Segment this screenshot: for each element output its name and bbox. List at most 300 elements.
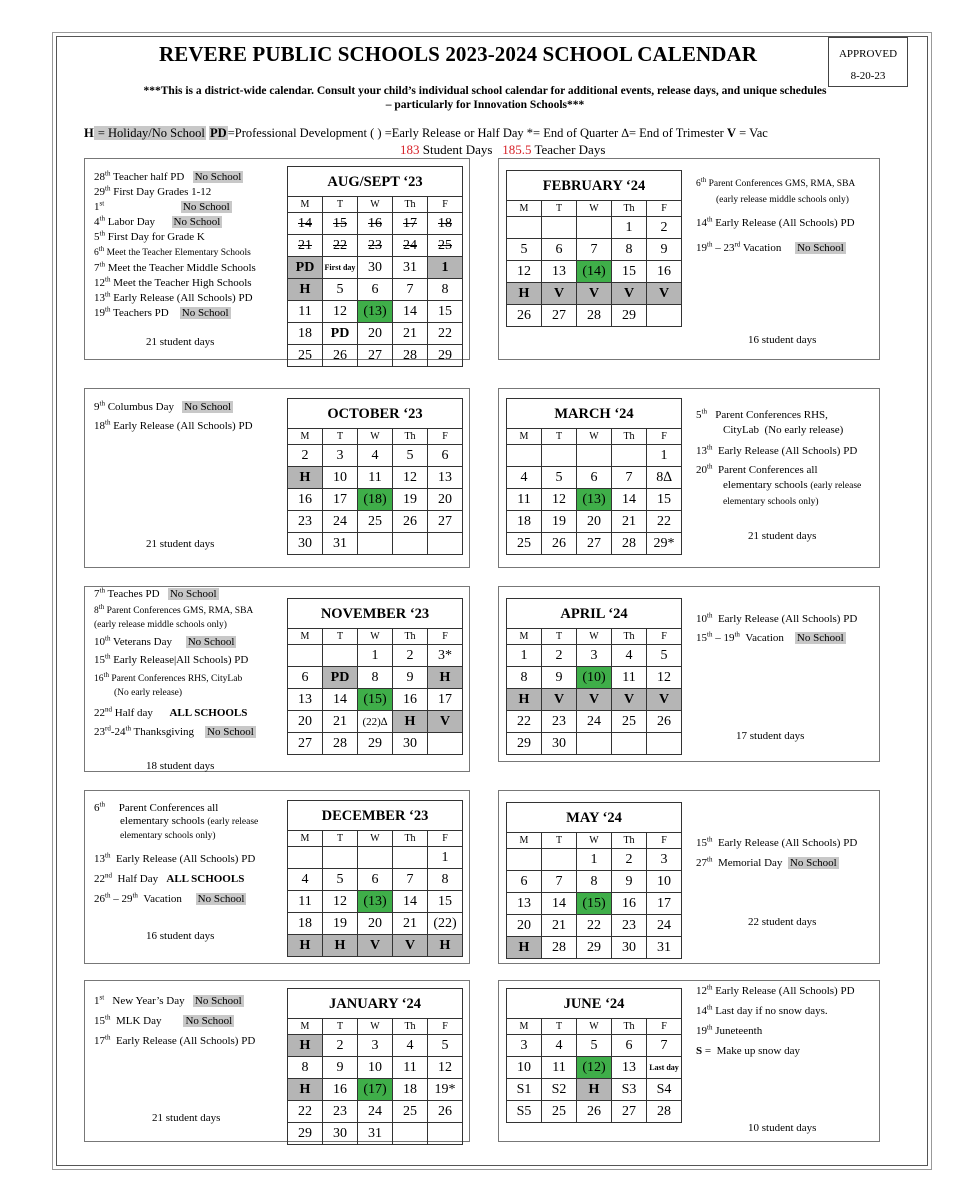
vacation-cell: V	[612, 689, 647, 711]
day-cell: 17	[428, 689, 463, 711]
day-cell: 22	[428, 323, 463, 345]
day-cell	[358, 847, 393, 869]
day-cell: 29	[577, 937, 612, 959]
day-cell: 5	[393, 445, 428, 467]
day-cell: 21	[393, 323, 428, 345]
early-release-cell: (15)	[358, 689, 393, 711]
day-cell: 6	[507, 871, 542, 893]
legend-v-key: V	[726, 126, 736, 140]
vacation-cell: V	[393, 935, 428, 957]
weekday: Th	[393, 429, 428, 445]
student-days-label: Student Days	[419, 142, 493, 157]
weekday: M	[507, 629, 542, 645]
day-cell: 15	[323, 213, 358, 235]
legend	[84, 126, 884, 141]
legend-h-key: H	[84, 126, 94, 140]
day-cell: 14	[288, 213, 323, 235]
day-cell: 3	[358, 1035, 393, 1057]
vacation-cell: V	[577, 689, 612, 711]
day-cell: 1	[647, 445, 682, 467]
month-title: MAY ‘24	[507, 803, 682, 833]
day-cell: 5	[542, 467, 577, 489]
day-cell: 18	[288, 913, 323, 935]
day-cell: 22	[507, 711, 542, 733]
day-cell: 30	[288, 533, 323, 555]
pd-day-cell: PD	[288, 257, 323, 279]
day-cell: 30	[542, 733, 577, 755]
weekday: M	[288, 1019, 323, 1035]
day-cell: 11	[393, 1057, 428, 1079]
day-cell: 7	[577, 239, 612, 261]
day-cell: 25	[612, 711, 647, 733]
day-cell: 6	[288, 667, 323, 689]
jun-events: 12th Early Release (All Schools) PD 14th Last day if no snow days. 19th Juneteenth S = Make up snow day	[696, 983, 855, 1057]
holiday-cell: H	[577, 1079, 612, 1101]
day-cell: 15	[647, 489, 682, 511]
feb-events: 6th Parent Conferences GMS, RMA, SBA (early release middle schools only) 14th Early Release (All Schools) PD 19th – 23rd Vacation No School	[696, 175, 856, 254]
legend-v-text: = Vac	[736, 126, 768, 140]
day-cell: 18	[393, 1079, 428, 1101]
day-cell: 29	[612, 305, 647, 327]
legend-h-text: = Holiday/No School	[94, 126, 205, 140]
holiday-cell: H	[507, 937, 542, 959]
day-cell: 30	[358, 257, 393, 279]
day-cell: 15	[612, 261, 647, 283]
day-cell: 16	[323, 1079, 358, 1101]
day-cell: 28	[542, 937, 577, 959]
day-cell: 21	[612, 511, 647, 533]
day-cell: 16	[647, 261, 682, 283]
day-cell: 23	[358, 235, 393, 257]
day-cell: 7	[647, 1035, 682, 1057]
day-cell: 18	[507, 511, 542, 533]
day-cell: 11	[612, 667, 647, 689]
feb-student-days: 16 student days	[748, 334, 817, 346]
day-cell: 4	[542, 1035, 577, 1057]
day-cell: 31	[323, 533, 358, 555]
weekday: Th	[612, 629, 647, 645]
weekday: F	[428, 1019, 463, 1035]
day-cell	[612, 445, 647, 467]
early-release-cell: (12)	[577, 1057, 612, 1079]
day-cell: 8	[428, 869, 463, 891]
day-cell: 28	[612, 533, 647, 555]
holiday-cell: H	[393, 711, 428, 733]
day-cell	[577, 217, 612, 239]
day-cell: 26	[577, 1101, 612, 1123]
day-cell: 19	[542, 511, 577, 533]
day-cell: 11	[542, 1057, 577, 1079]
jan-events: 1st New Year’s Day No School 15th MLK Day No School 17th Early Release (All Schools) PD	[94, 993, 256, 1047]
day-cell: 14	[393, 891, 428, 913]
day-cell	[393, 1123, 428, 1145]
weekday: W	[577, 429, 612, 445]
day-cell: 26	[393, 511, 428, 533]
holiday-cell: 1	[428, 257, 463, 279]
pd-day-cell: PD	[323, 667, 358, 689]
day-cell: 24	[358, 1101, 393, 1123]
weekday: F	[647, 1019, 682, 1035]
subtitle-note: ***This is a district-wide calendar. Consult your child’s individual school calendar for additional events, release days, and unique schedules – particularly for Innovation Schools***	[143, 85, 827, 111]
snow-day-cell: S5	[507, 1101, 542, 1123]
day-cell: 29	[507, 733, 542, 755]
day-cell: 14	[542, 893, 577, 915]
early-release-cell: (17)	[358, 1079, 393, 1101]
holiday-cell: H	[428, 667, 463, 689]
weekday: Th	[393, 831, 428, 847]
calendar-may	[506, 802, 682, 959]
day-cell: 27	[612, 1101, 647, 1123]
day-cell: 10	[647, 871, 682, 893]
day-cell	[542, 217, 577, 239]
legend-pd-key: PD	[210, 126, 227, 140]
day-cell: 25	[507, 533, 542, 555]
weekday: T	[542, 629, 577, 645]
day-cell: 8	[428, 279, 463, 301]
weekday: F	[647, 429, 682, 445]
day-cell: 12	[323, 891, 358, 913]
weekday: T	[323, 197, 358, 213]
day-cell: 12	[507, 261, 542, 283]
teacher-days-count: 185.5	[502, 142, 532, 157]
day-cell: 4	[288, 869, 323, 891]
day-cell: 9	[393, 667, 428, 689]
day-cell: 10	[507, 1057, 542, 1079]
day-cell: 8	[358, 667, 393, 689]
weekday: M	[507, 1019, 542, 1035]
day-cell: 19*	[428, 1079, 463, 1101]
weekday: Th	[612, 833, 647, 849]
holiday-cell: H	[288, 279, 323, 301]
day-cell: 31	[358, 1123, 393, 1145]
day-cell: 13	[288, 689, 323, 711]
day-cell: 20	[428, 489, 463, 511]
day-cell: 22	[323, 235, 358, 257]
day-cell	[507, 217, 542, 239]
may-student-days: 22 student days	[748, 916, 817, 928]
day-cell: 4	[393, 1035, 428, 1057]
day-cell: 13	[612, 1057, 647, 1079]
early-release-cell: (10)	[577, 667, 612, 689]
calendar-june	[506, 988, 682, 1123]
weekday: T	[542, 429, 577, 445]
day-cell: 22	[288, 1101, 323, 1123]
month-title: APRIL ‘24	[507, 599, 682, 629]
day-cell	[542, 849, 577, 871]
holiday-cell: H	[288, 467, 323, 489]
day-cell: 28	[323, 733, 358, 755]
day-cell	[358, 533, 393, 555]
day-cell	[393, 847, 428, 869]
day-cell	[507, 445, 542, 467]
holiday-cell: H	[288, 935, 323, 957]
vacation-cell: V	[647, 689, 682, 711]
weekday: Th	[612, 429, 647, 445]
month-title: FEBRUARY ‘24	[507, 171, 682, 201]
page-title: REVERE PUBLIC SCHOOLS 2023-2024 SCHOOL CALENDAR	[158, 42, 758, 66]
day-cell: 3*	[428, 645, 463, 667]
day-cell	[647, 305, 682, 327]
weekday: M	[288, 429, 323, 445]
day-cell: 22	[577, 915, 612, 937]
day-cell	[612, 733, 647, 755]
weekday: W	[577, 833, 612, 849]
day-cell: 3	[647, 849, 682, 871]
day-cell: 14	[612, 489, 647, 511]
weekday: W	[577, 201, 612, 217]
day-cell: 23	[323, 1101, 358, 1123]
day-cell: 22	[647, 511, 682, 533]
day-cell: 20	[507, 915, 542, 937]
day-cell: 12	[323, 301, 358, 323]
day-cell: 31	[393, 257, 428, 279]
early-release-cell: (13)	[358, 301, 393, 323]
calendar-april	[506, 598, 682, 755]
oct-student-days: 21 student days	[146, 538, 215, 550]
day-cell: 2	[288, 445, 323, 467]
day-cell: 14	[393, 301, 428, 323]
day-cell: 27	[358, 345, 393, 367]
day-cell: 5	[428, 1035, 463, 1057]
day-cell: 17	[647, 893, 682, 915]
day-cell: 16	[612, 893, 647, 915]
day-cell: 1	[612, 217, 647, 239]
weekday: Th	[612, 1019, 647, 1035]
weekday: W	[358, 629, 393, 645]
day-cell: 10	[323, 467, 358, 489]
weekday: T	[323, 1019, 358, 1035]
day-cell: 3	[577, 645, 612, 667]
day-cell: 6	[428, 445, 463, 467]
day-cell: 26	[542, 533, 577, 555]
day-cell: 19	[393, 489, 428, 511]
day-cell: 16	[393, 689, 428, 711]
early-release-cell: (15)	[577, 893, 612, 915]
jan-student-days: 21 student days	[152, 1112, 221, 1124]
day-cell: 4	[507, 467, 542, 489]
day-cell: 27	[577, 533, 612, 555]
day-cell	[428, 533, 463, 555]
weekday: Th	[393, 629, 428, 645]
day-cell: 25	[542, 1101, 577, 1123]
day-cell	[323, 645, 358, 667]
day-cell: 11	[288, 891, 323, 913]
early-release-cell: (13)	[358, 891, 393, 913]
day-cell: 2	[323, 1035, 358, 1057]
day-cell: 2	[647, 217, 682, 239]
dec-student-days: 16 student days	[146, 930, 215, 942]
total-days	[400, 142, 605, 158]
day-cell: 9	[542, 667, 577, 689]
day-cell: 18	[288, 323, 323, 345]
month-title: JUNE ‘24	[507, 989, 682, 1019]
day-cell: 18	[428, 213, 463, 235]
day-cell: 7	[393, 869, 428, 891]
day-cell: 11	[358, 467, 393, 489]
weekday: M	[288, 197, 323, 213]
day-cell: 27	[288, 733, 323, 755]
day-cell: 25	[428, 235, 463, 257]
day-cell: 21	[323, 711, 358, 733]
weekday: W	[358, 831, 393, 847]
weekday: W	[358, 429, 393, 445]
day-cell: 27	[542, 305, 577, 327]
weekday: F	[428, 831, 463, 847]
day-cell: 16	[358, 213, 393, 235]
nov-events: 7th Teaches PD No School 8th Parent Conferences GMS, RMA, SBA (early release middle schools only) 10th Veterans Day No School 15th Early Release|All Schools) PD 16th Parent Conferences RHS, CityLab (No early release) 22nd Half day ALL SCHOOLS 23rd-24th Thanksgiving No School	[94, 586, 254, 738]
day-cell: 9	[647, 239, 682, 261]
day-cell: 5	[323, 869, 358, 891]
day-cell: 27	[428, 511, 463, 533]
day-cell: 9	[612, 871, 647, 893]
weekday: M	[507, 201, 542, 217]
day-cell: 21	[393, 913, 428, 935]
weekday: Th	[612, 201, 647, 217]
day-cell: 6	[542, 239, 577, 261]
day-cell: 2	[542, 645, 577, 667]
day-cell: 6	[358, 279, 393, 301]
holiday-cell: H	[507, 283, 542, 305]
day-cell: 21	[288, 235, 323, 257]
day-cell: 11	[507, 489, 542, 511]
day-cell: 23	[612, 915, 647, 937]
first-day-cell: First day	[323, 257, 358, 279]
weekday: F	[647, 833, 682, 849]
snow-day-cell: S3	[612, 1079, 647, 1101]
pd-day-cell: PD	[323, 323, 358, 345]
vacation-cell: V	[358, 935, 393, 957]
day-cell: 17	[323, 489, 358, 511]
mar-events: 5th Parent Conferences RHS, CityLab (No early release) 13th Early Release (All Schools) PD 20th Parent Conferences all elementary schools (early release elementary schools only)	[696, 407, 862, 507]
oct-events: 9th Columbus Day No School 18th Early Release (All Schools) PD	[94, 399, 253, 432]
vacation-cell: V	[612, 283, 647, 305]
weekday: Th	[393, 1019, 428, 1035]
day-cell: 14	[323, 689, 358, 711]
vacation-cell: V	[577, 283, 612, 305]
day-cell: 23	[542, 711, 577, 733]
apr-student-days: 17 student days	[736, 730, 805, 742]
holiday-cell: H	[288, 1079, 323, 1101]
holiday-cell: H	[507, 689, 542, 711]
holiday-cell: H	[428, 935, 463, 957]
weekday: T	[542, 833, 577, 849]
may-events: 15th Early Release (All Schools) PD 27th Memorial Day No School	[696, 835, 858, 869]
day-cell: 30	[612, 937, 647, 959]
jun-student-days: 10 student days	[748, 1122, 817, 1134]
weekday: T	[323, 429, 358, 445]
day-cell: 1	[507, 645, 542, 667]
day-cell: 24	[323, 511, 358, 533]
day-cell: 20	[577, 511, 612, 533]
weekday: M	[288, 831, 323, 847]
dec-events: 6th Parent Conferences all elementary schools (early release elementary schools only) 13th Early Release (All Schools) PD 22nd Half Day ALL SCHOOLS 26th – 29th Vacation No School	[94, 800, 259, 905]
day-cell: 8∆	[647, 467, 682, 489]
weekday: Th	[393, 197, 428, 213]
weekday: W	[358, 1019, 393, 1035]
day-cell: 29	[288, 1123, 323, 1145]
day-cell: 8	[288, 1057, 323, 1079]
day-cell: 28	[393, 345, 428, 367]
day-cell: 8	[612, 239, 647, 261]
apr-events: 10th Early Release (All Schools) PD 15th – 19th Vacation No School	[696, 611, 858, 644]
day-cell: 5	[323, 279, 358, 301]
day-cell: 24	[577, 711, 612, 733]
vacation-cell: V	[647, 283, 682, 305]
teacher-days-label: Teacher Days	[531, 142, 606, 157]
day-cell: 25	[393, 1101, 428, 1123]
month-title: JANUARY ‘24	[288, 989, 463, 1019]
snow-day-cell: S4	[647, 1079, 682, 1101]
early-release-cell: (14)	[577, 261, 612, 283]
day-cell: 19	[323, 913, 358, 935]
day-cell: 10	[358, 1057, 393, 1079]
weekday: T	[323, 629, 358, 645]
day-cell: 7	[612, 467, 647, 489]
day-cell: 29	[358, 733, 393, 755]
half-day-cell: (22)∆	[358, 711, 393, 733]
weekday: M	[507, 429, 542, 445]
half-day-cell: (22)	[428, 913, 463, 935]
day-cell: 6	[577, 467, 612, 489]
day-cell: 30	[393, 733, 428, 755]
day-cell: 8	[577, 871, 612, 893]
month-title: DECEMBER ‘23	[288, 801, 463, 831]
aug-student-days: 21 student days	[146, 336, 215, 348]
day-cell: 25	[288, 345, 323, 367]
day-cell: 8	[507, 667, 542, 689]
day-cell: 5	[647, 645, 682, 667]
mar-student-days: 21 student days	[748, 530, 817, 542]
day-cell: 15	[428, 891, 463, 913]
day-cell: 12	[542, 489, 577, 511]
day-cell	[428, 733, 463, 755]
calendar-march	[506, 398, 682, 555]
day-cell: 13	[507, 893, 542, 915]
weekday: T	[542, 201, 577, 217]
month-title: NOVEMBER ‘23	[288, 599, 463, 629]
day-cell: 12	[393, 467, 428, 489]
weekday: F	[647, 629, 682, 645]
day-cell	[393, 533, 428, 555]
day-cell	[323, 847, 358, 869]
day-cell: 4	[358, 445, 393, 467]
vacation-cell: V	[428, 711, 463, 733]
day-cell: 30	[323, 1123, 358, 1145]
holiday-cell: H	[288, 1035, 323, 1057]
day-cell	[428, 1123, 463, 1145]
weekday: T	[323, 831, 358, 847]
approved-stamp	[828, 37, 908, 87]
day-cell	[577, 445, 612, 467]
day-cell: 28	[577, 305, 612, 327]
day-cell: 7	[542, 871, 577, 893]
day-cell: 3	[507, 1035, 542, 1057]
day-cell: 7	[393, 279, 428, 301]
day-cell: 28	[647, 1101, 682, 1123]
day-cell: 25	[358, 511, 393, 533]
calendar-february	[506, 170, 682, 327]
day-cell	[542, 445, 577, 467]
calendar-october	[287, 398, 463, 555]
day-cell: 23	[288, 511, 323, 533]
day-cell: 20	[358, 323, 393, 345]
weekday: F	[428, 429, 463, 445]
day-cell	[288, 645, 323, 667]
weekday: W	[577, 629, 612, 645]
month-title: OCTOBER ‘23	[288, 399, 463, 429]
calendar-november	[287, 598, 463, 755]
day-cell: 29*	[647, 533, 682, 555]
